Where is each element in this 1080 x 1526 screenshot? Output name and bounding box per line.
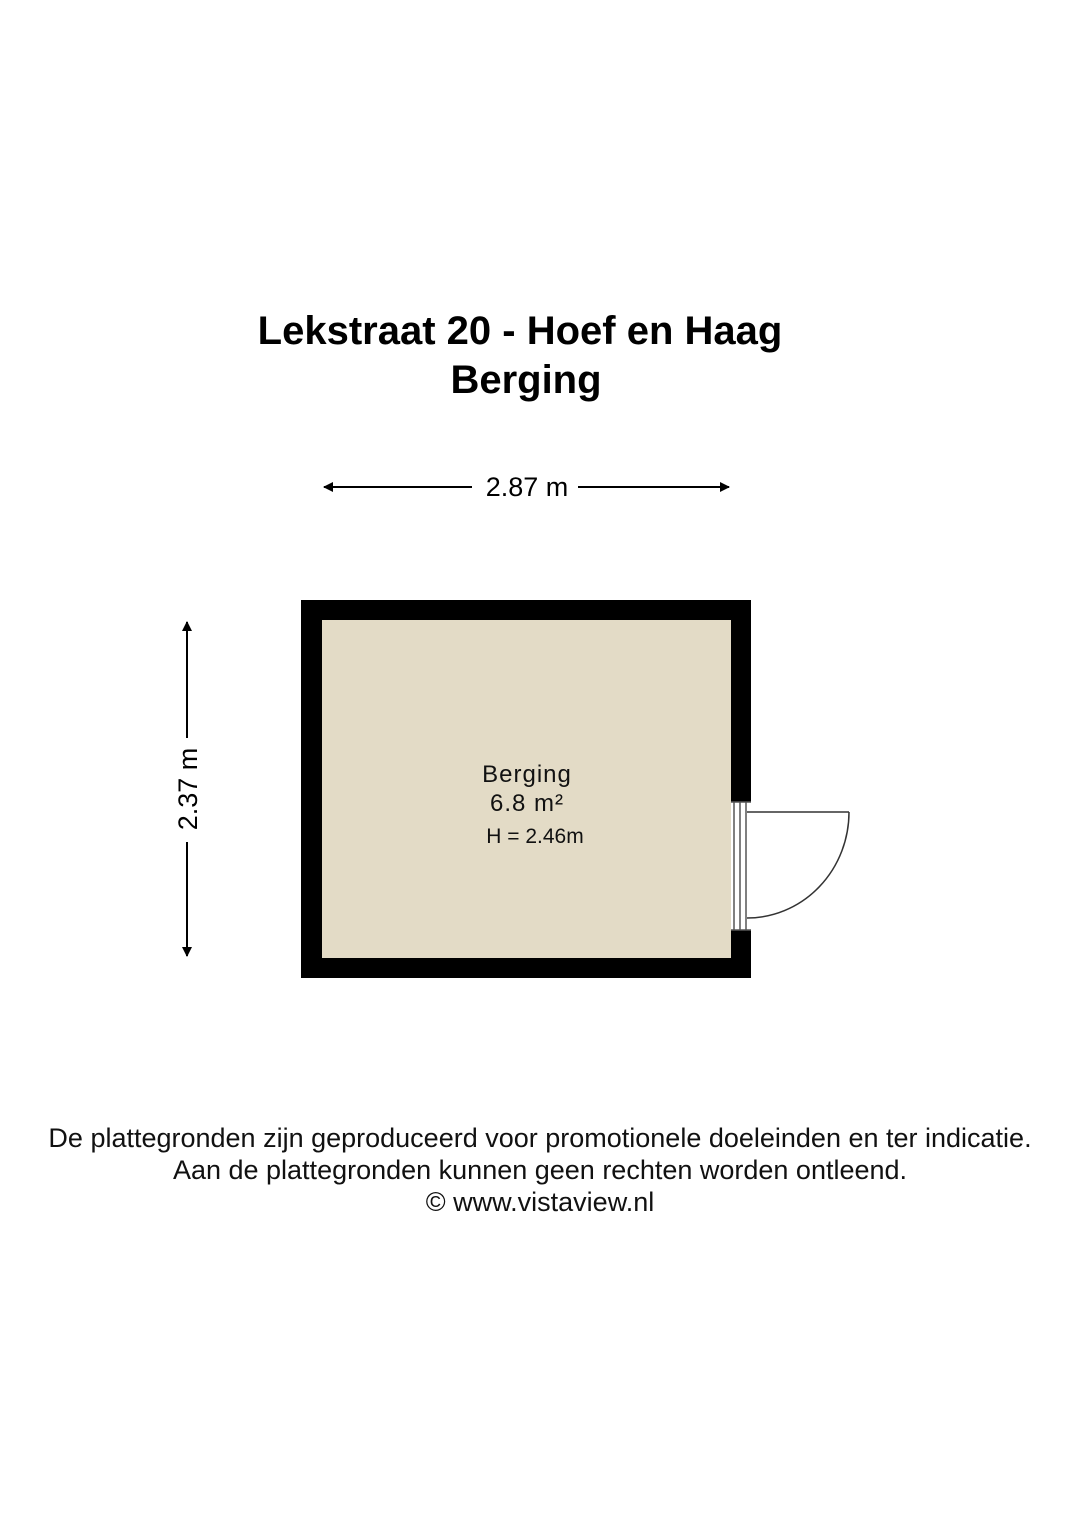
copyright-line: © www.vistaview.nl	[425, 1187, 655, 1217]
width-dimension-label: 2.87 m	[485, 472, 569, 502]
depth-dimension-label: 2.37 m	[173, 747, 203, 831]
page-title: Lekstraat 20 - Hoef en Haag	[257, 309, 783, 353]
room-height-label: H = 2.46m	[486, 825, 584, 848]
room-name-label: Berging	[482, 761, 572, 788]
room-floor	[322, 620, 731, 958]
disclaimer-line-1: De plattegronden zijn geproduceerd voor promotionele doeleinden en ter indicatie.	[48, 1123, 1032, 1153]
room-berging	[301, 600, 849, 978]
disclaimer-line-2: Aan de plattegronden kunnen geen rechten worden ontleend.	[172, 1155, 908, 1185]
room-area-label: 6.8 m²	[489, 790, 565, 817]
page-subtitle: Berging	[450, 358, 602, 402]
width-dimension	[324, 472, 729, 502]
depth-dimension	[173, 622, 203, 956]
door-swing-arc	[747, 812, 849, 918]
